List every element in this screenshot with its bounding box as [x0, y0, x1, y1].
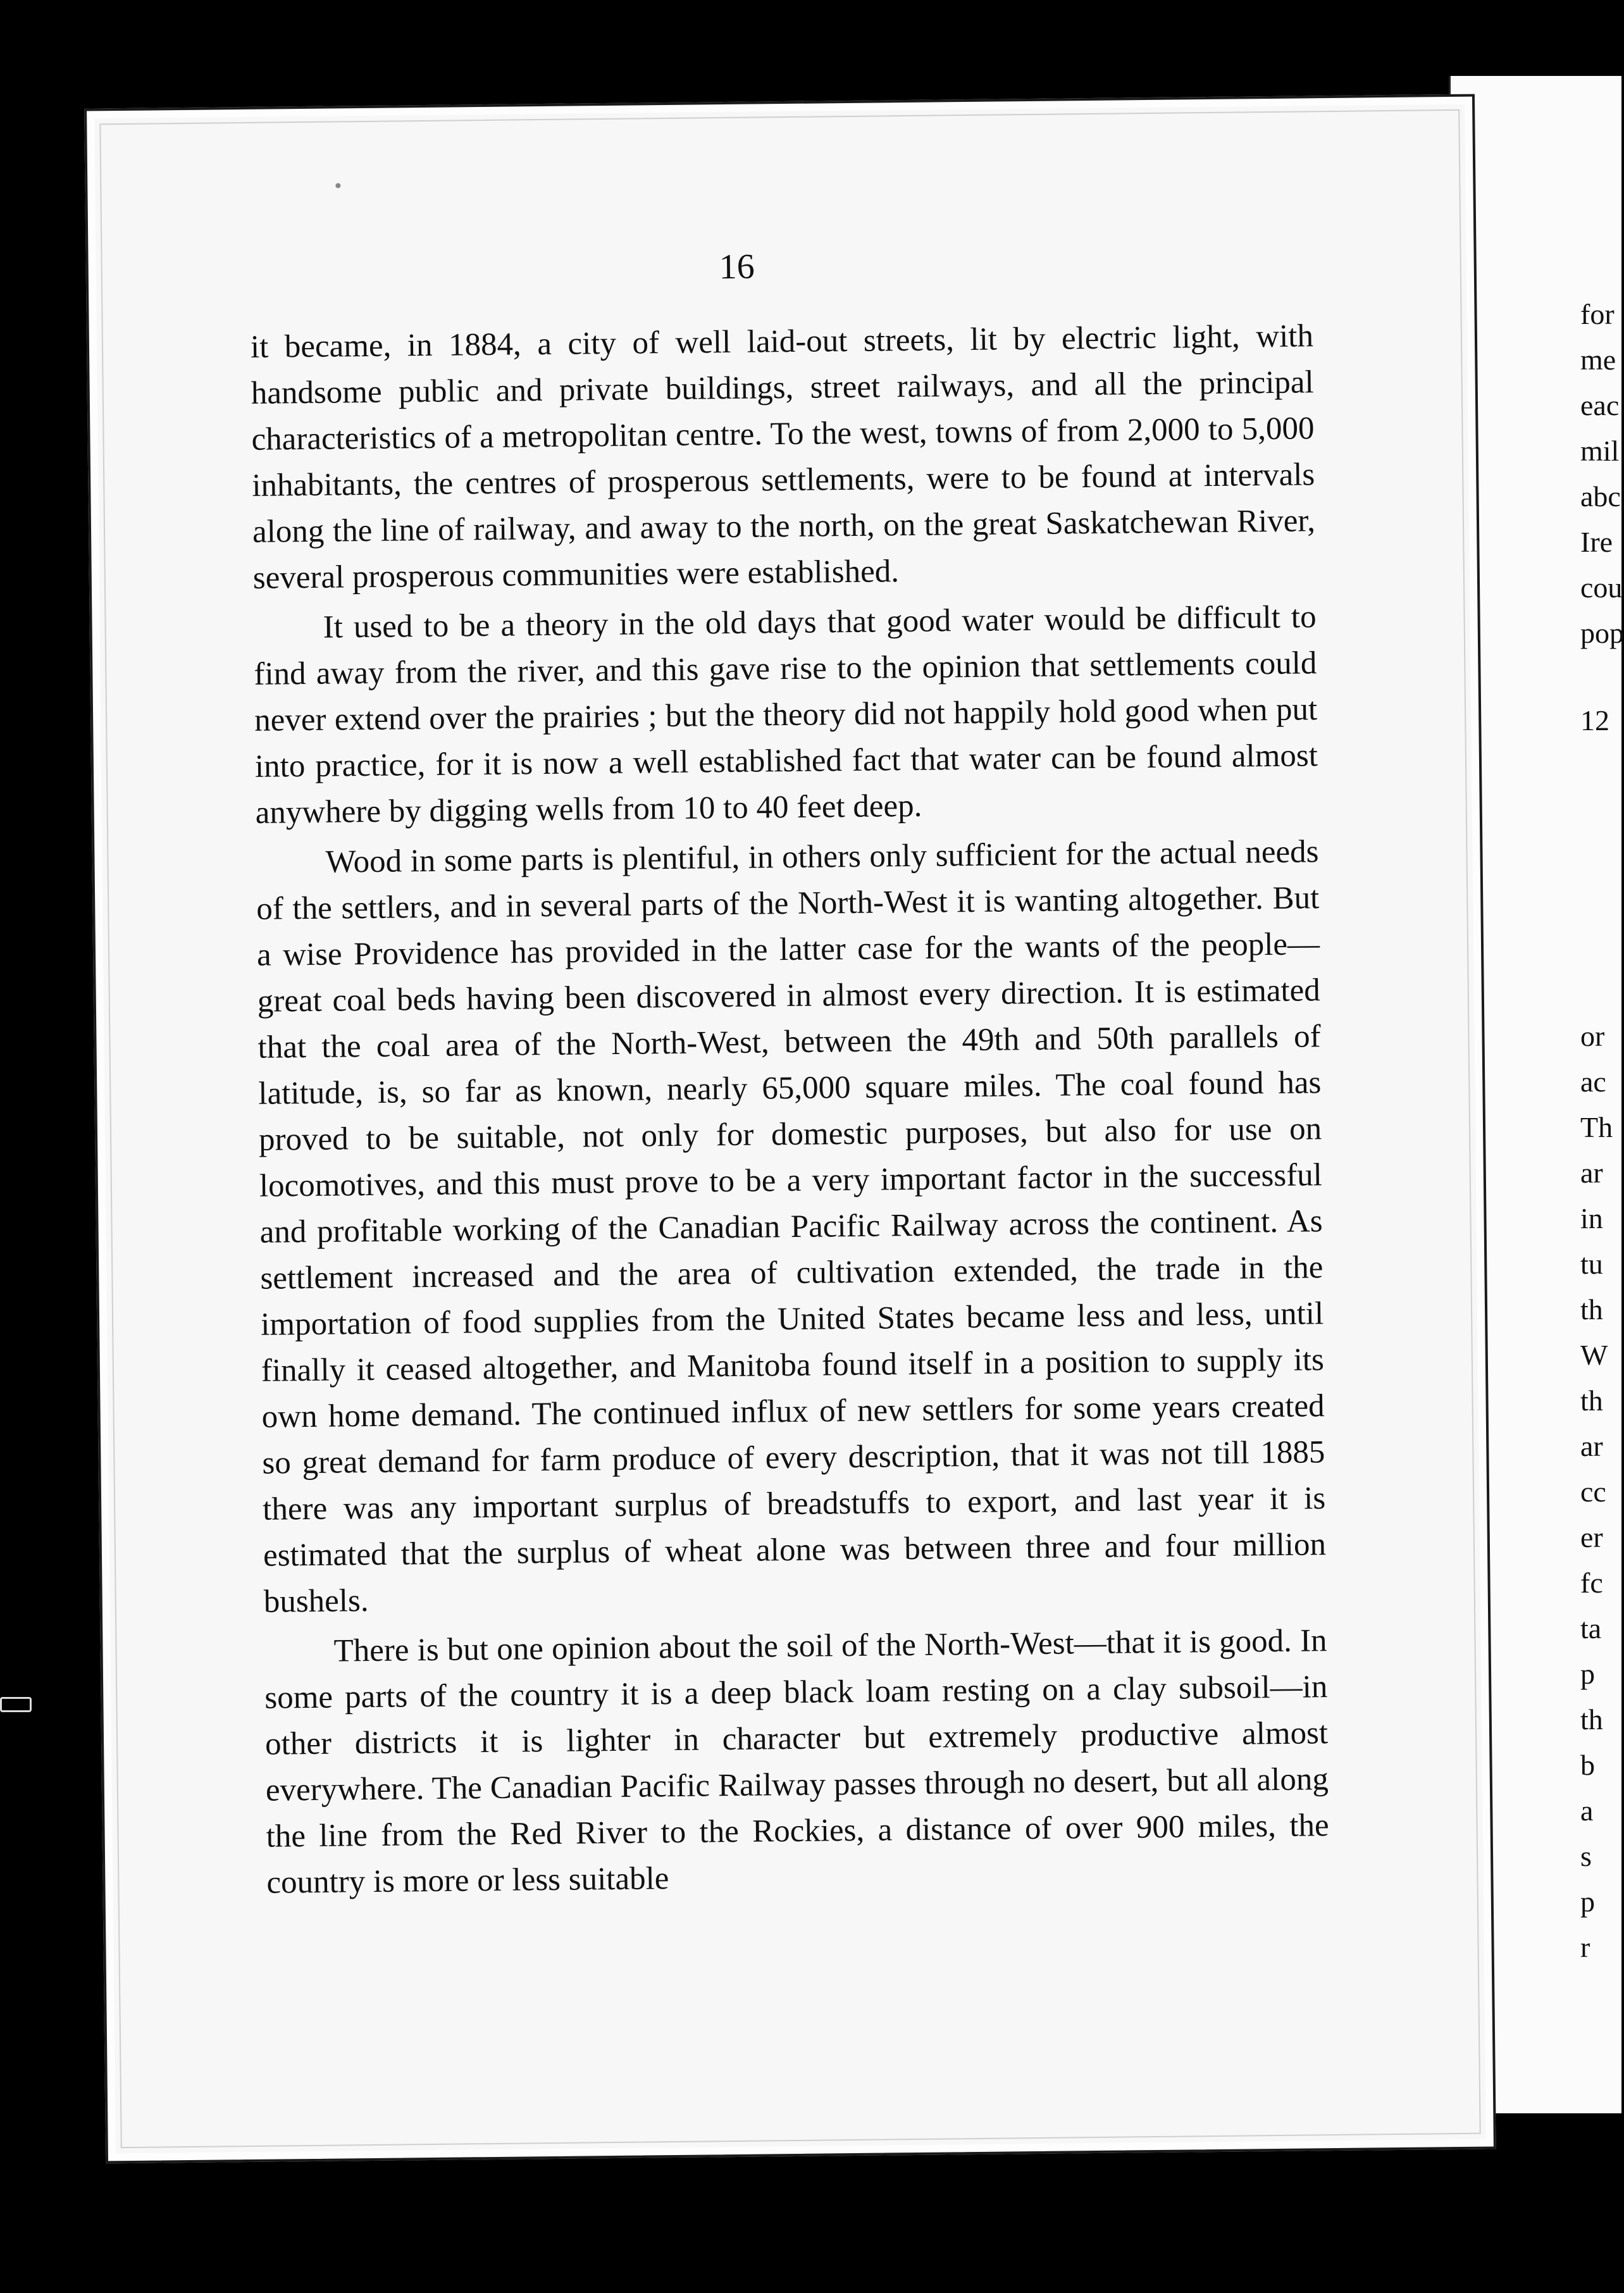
facing-fragment: eac [1580, 389, 1620, 421]
paragraph: It used to be a theory in the old days that good water would be difficult to find away from the river, and this gave rise to the opinion that settlements could never extend over the prairies ; but the theory did not happily hold good when put into practice, for it is now a well established fact that water can be found almost anywhere by digging wells from 10 to 40 feet deep. [254, 599, 1318, 831]
ink-speck [335, 183, 340, 188]
scan-artifact [0, 1697, 32, 1712]
facing-fragment: in [1580, 1202, 1603, 1234]
facing-fragment: cou [1580, 571, 1623, 604]
page-number: 16 [719, 247, 755, 287]
paragraph: There is but one opinion about the soil of the North-West—that it is good. In some parts of the country it is a deep black loam resting on a clay subsoil—in other districts it is lighter in character but extremely productive almost everywhere. The Canadian Pacific Railway passes through no desert, but all along the line from the Red River to the Rockies, a distance of over 900 miles, the country is more or less suitable [264, 1623, 1329, 1901]
facing-fragment: for [1580, 298, 1615, 330]
facing-fragment: cc [1580, 1476, 1606, 1508]
facing-fragment: p [1580, 1886, 1595, 1918]
facing-fragment: fc [1580, 1567, 1603, 1599]
facing-fragment: s [1580, 1840, 1592, 1872]
facing-fragment: or [1580, 1020, 1605, 1052]
facing-fragment: W [1580, 1339, 1608, 1371]
facing-fragment: mil [1580, 435, 1620, 467]
facing-fragment: ar [1580, 1157, 1603, 1189]
facing-fragment: th [1580, 1703, 1603, 1736]
facing-fragment: p [1580, 1658, 1595, 1690]
paragraph: it became, in 1884, a city of well laid-out streets, lit by electric light, with handsome public and private buildings, street railways, and all the principal characteristics of a metropolitan centre. To the west, towns of from 2,000 to 5,000 inhabitants, the centres of prosperous settlements, were to be found at intervals along the line of railway, and away to the north, on the great Saskatchewan River, several prosperous communities were established. [250, 318, 1316, 596]
facing-fragment: abc [1580, 480, 1621, 513]
facing-fragment: pop [1580, 617, 1624, 649]
facing-fragment: me [1580, 344, 1616, 376]
facing-fragment: b [1580, 1749, 1595, 1781]
facing-fragment: ac [1580, 1066, 1606, 1098]
facing-fragment: tu [1580, 1248, 1603, 1280]
facing-fragment: er [1580, 1521, 1603, 1553]
book-page [84, 94, 1496, 2164]
facing-fragment: a [1580, 1794, 1594, 1827]
page-body [251, 313, 1330, 1910]
facing-fragment: 12 [1580, 704, 1609, 736]
paragraph: Wood in some parts is plentiful, in others only sufficient for the actual needs of the settlers, and in several parts of the North-West it is wanting altogether. But a wise Providence has provided in the latter case for the wants of the people—great coal beds having been discovered in almost every direction. It is estimated that the coal area of the North-West, between the 49th and 50th parallels of latitude, is, so far as known, nearly 65,000 square miles. The coal found has proved to be suitable, not only for domestic purposes, but also for use on locomotives, and this must prove to be a very important factor in the successful and profitable working of the Canadian Pacific Railway across the continent. As settlement increased and the area of cultivation extended, the trade in the importation of food supplies from the United States became less and less, until finally it ceased altogether, and Manitoba found itself in a position to supply its own home demand. The continued influx of new settlers for some years created so great demand for farm produce of every description, that it was not till 1885 there was any important surplus of breadstuffs to export, and last year it is estimated that the surplus of wheat alone was between three and four million bushels. [256, 834, 1327, 1620]
facing-fragment: Ire [1580, 526, 1613, 558]
facing-fragment: ta [1580, 1612, 1602, 1644]
facing-fragment: Th [1580, 1111, 1613, 1143]
facing-fragment: ar [1580, 1430, 1603, 1462]
facing-fragment: th [1580, 1384, 1603, 1417]
facing-fragment: th [1580, 1293, 1603, 1326]
facing-fragment: r [1580, 1931, 1590, 1963]
